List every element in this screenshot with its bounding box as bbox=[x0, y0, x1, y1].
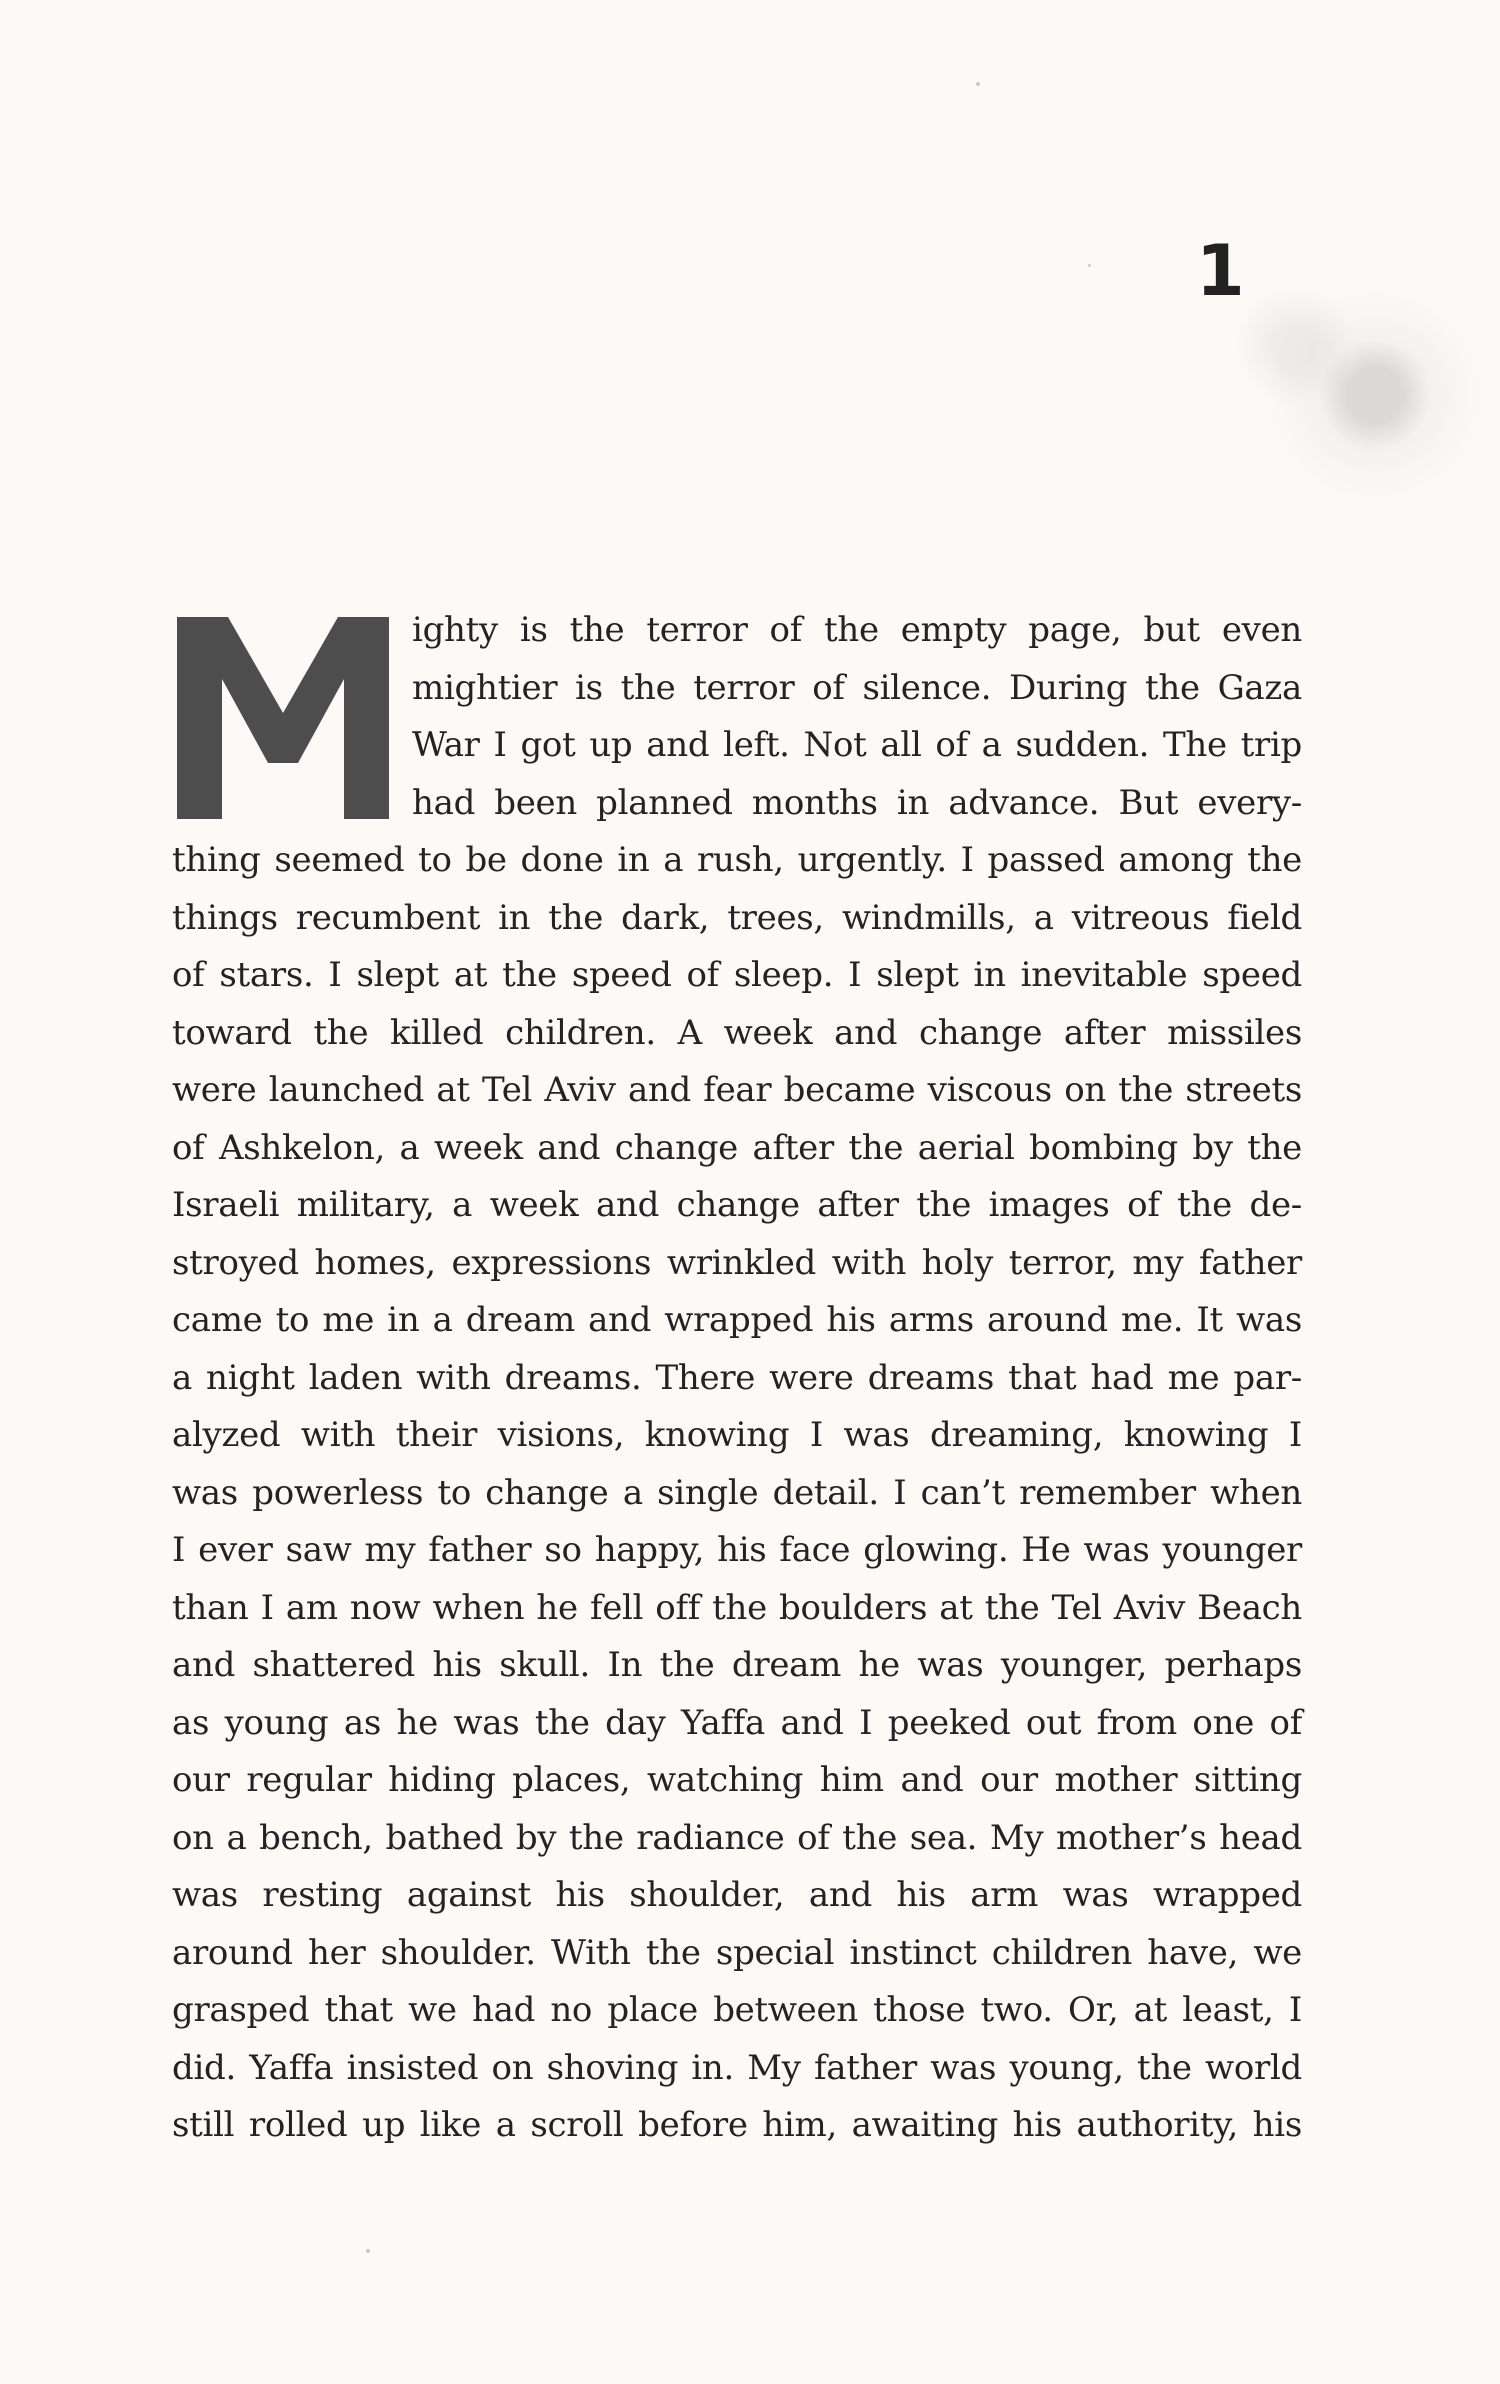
text-line: than I am now when he fell off the boulders at the Tel Aviv Beach bbox=[172, 1587, 1302, 1628]
text-line: War I got up and left. Not all of a sudden. The trip bbox=[412, 725, 1302, 765]
text-line: mightier is the terror of silence. During the Gaza bbox=[412, 667, 1302, 708]
text-line: alyzed with their visions, knowing I was dreaming, knowing I bbox=[172, 1415, 1302, 1455]
text-line: of Ashkelon, a week and change after the aerial bombing by the bbox=[172, 1127, 1302, 1168]
text-line: Israeli military, a week and change after the images of the de- bbox=[172, 1185, 1302, 1225]
text-line: stroyed homes, expressions wrinkled with holy terror, my father bbox=[172, 1242, 1302, 1283]
text-line: around her shoulder. With the special instinct children have, we bbox=[172, 1932, 1302, 1973]
text-line: had been planned months in advance. But every- bbox=[412, 782, 1302, 823]
text-line: were launched at Tel Aviv and fear became viscous on the streets bbox=[172, 1070, 1302, 1110]
text-line: I ever saw my father so happy, his face glowing. He was younger bbox=[172, 1530, 1302, 1570]
text-line: toward the killed children. A week and change after missiles bbox=[172, 1012, 1302, 1053]
text-line: was powerless to change a single detail. I can’t remember when bbox=[172, 1472, 1302, 1513]
body-paragraph-lines bbox=[172, 832, 1302, 2155]
text-line: still rolled up like a scroll before him, awaiting his authority, his bbox=[172, 2105, 1302, 2145]
text-line: did. Yaffa insisted on shoving in. My father was young, the world bbox=[172, 2047, 1302, 2088]
text-line: as young as he was the day Yaffa and I peeked out from one of bbox=[172, 1702, 1302, 1743]
drop-cap bbox=[172, 612, 394, 824]
paper-spot bbox=[366, 2249, 370, 2253]
drop-cap-letter-art bbox=[172, 612, 394, 824]
text-line: was resting against his shoulder, and his arm was wrapped bbox=[172, 1875, 1302, 1915]
text-line: things recumbent in the dark, trees, windmills, a vitreous field bbox=[172, 897, 1302, 938]
drop-cap-paragraph-lines bbox=[412, 602, 1302, 832]
text-line: of stars. I slept at the speed of sleep. I slept in inevitable speed bbox=[172, 955, 1302, 995]
paper-spot bbox=[1088, 264, 1091, 267]
text-line: and shattered his skull. In the dream he was younger, perhaps bbox=[172, 1645, 1302, 1685]
text-line: a night laden with dreams. There were dreams that had me par- bbox=[172, 1357, 1302, 1398]
chapter-number: 1 bbox=[1196, 230, 1245, 312]
text-line: thing seemed to be done in a rush, urgently. I passed among the bbox=[172, 840, 1302, 880]
text-line: grasped that we had no place between those two. Or, at least, I bbox=[172, 1990, 1302, 2030]
chapter-text bbox=[172, 602, 1302, 2155]
paper-spot bbox=[976, 82, 980, 86]
text-line: came to me in a dream and wrapped his arms around me. It was bbox=[172, 1300, 1302, 1340]
text-line: ighty is the terror of the empty page, but even bbox=[412, 610, 1302, 650]
text-line: on a bench, bathed by the radiance of the sea. My mother’s head bbox=[172, 1817, 1302, 1858]
text-line: our regular hiding places, watching him and our mother sitting bbox=[172, 1760, 1302, 1800]
drop-cap-letter bbox=[172, 824, 173, 825]
